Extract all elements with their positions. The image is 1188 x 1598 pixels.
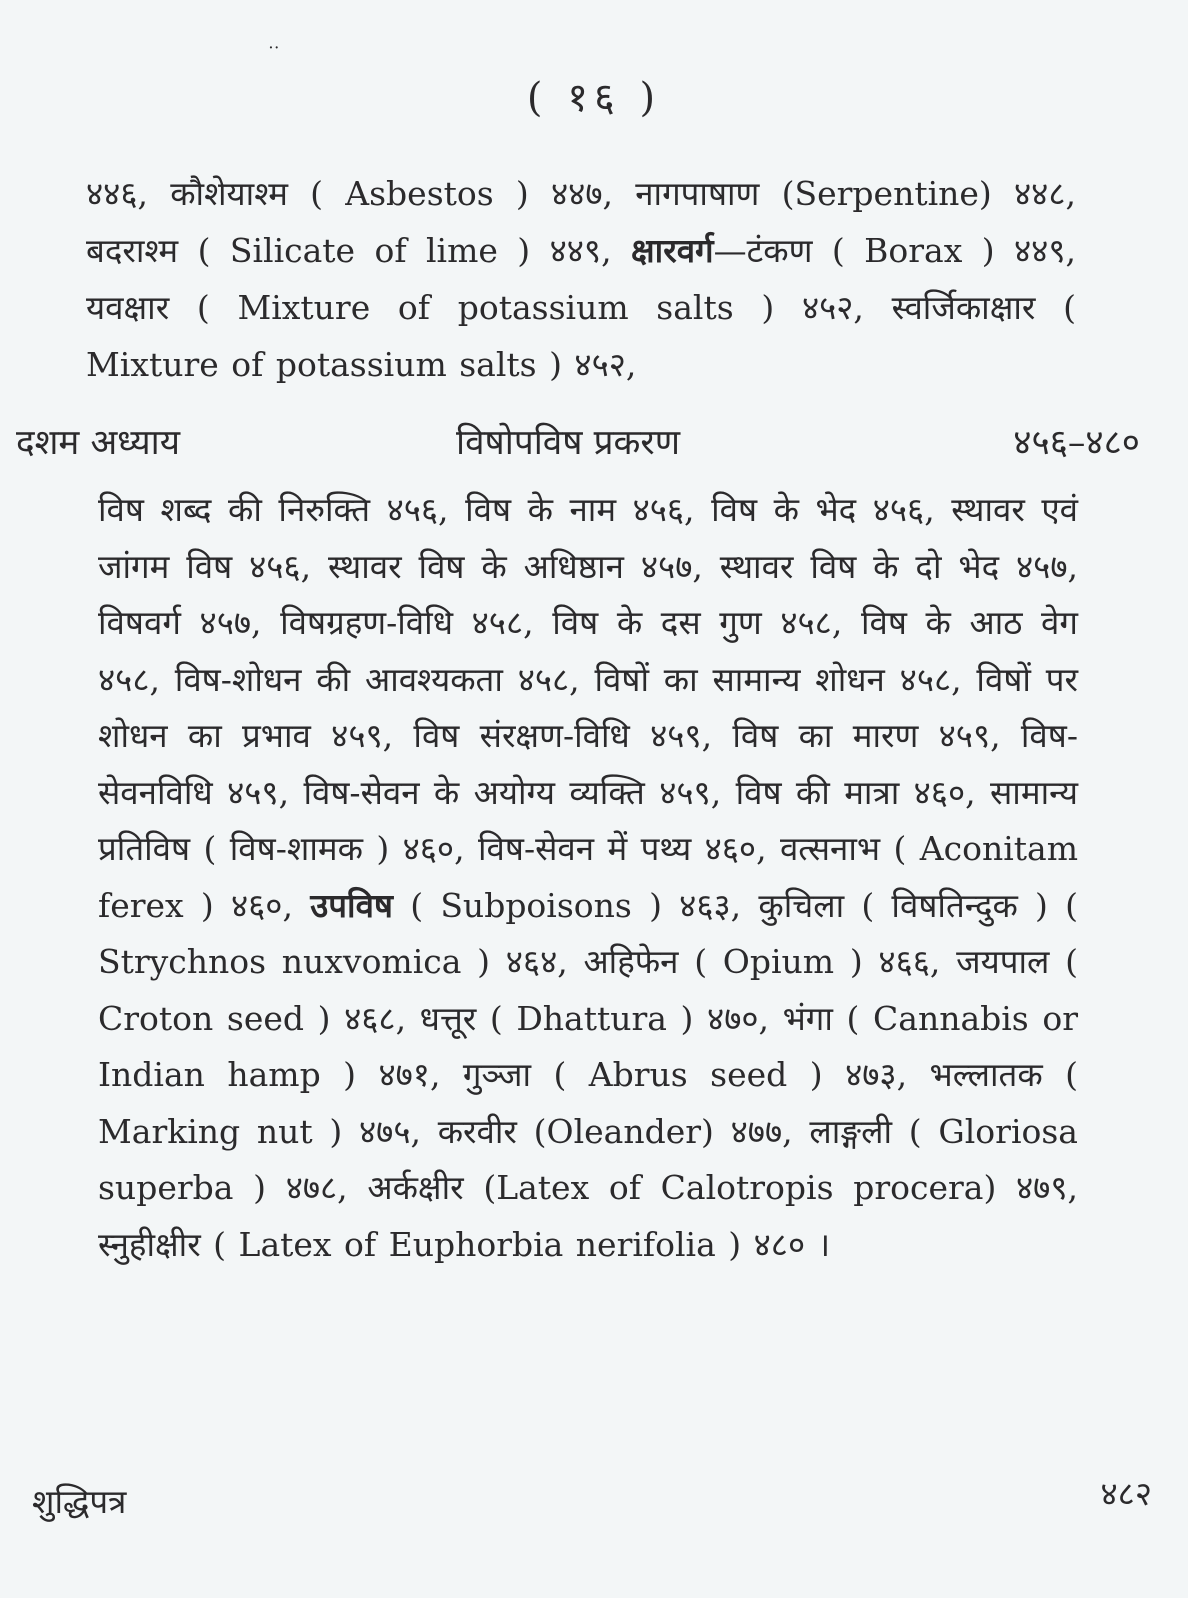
page-number: ( १६ ) <box>526 75 662 121</box>
chapter-heading-row <box>16 418 1140 478</box>
chapter-label: दशम अध्याय <box>16 423 181 463</box>
errata-label: शुद्धिपत्र <box>32 1482 127 1521</box>
section-nine-text-part2: —टंकण ( Borax ) ४४९, यवक्षार ( Mixture of potassium salts ) ४५२, स्वर्जिकाक्षार ( Mixture of potassium salts ) ४५२, <box>86 231 1076 384</box>
upavish-heading: उपविष <box>310 885 393 925</box>
section-nine-tail-paragraph <box>86 165 1076 393</box>
kshar-varga-heading: क्षारवर्ग <box>630 231 714 270</box>
chapter-contents-paragraph <box>98 482 1078 1273</box>
chapter-page-range: ४५६–४८० <box>1013 423 1140 463</box>
print-mark: ॱॱ <box>268 42 280 63</box>
chapter-contents-part2: ( Subpoisons ) ४६३, कुचिला ( विषतिन्दुक ) ( Strychnos nuxvomica ) ४६४, अहिफेन ( Opium ) ४६६, जयपाल ( Croton seed ) ४६८, धत्तूर ( Dhattura ) ४७०, भंगा ( Cannabis or Indian hamp ) ४७१, गुञ्जा ( Abrus seed ) ४७३, भल्लातक ( Marking nut ) ४७५, करवीर (Oleander) ४७७, लाङ्गली ( Gloriosa superba ) ४७८, अर्कक्षीर (Latex of Calotropis procera) ४७९, स्नुहीक्षीर ( Latex of Euphorbia nerifolia ) ४८० । <box>98 885 1079 1264</box>
errata-page-number: ४८२ <box>1100 1474 1152 1513</box>
chapter-title: विषोपविष प्रकरण <box>456 423 680 463</box>
section-nine-text-part1: ४४६, कौशेयाश्म ( Asbestos ) ४४७, नागपाषाण (Serpentine) ४४८, बदराश्म ( Silicate of lime ) ४४९, <box>86 174 1076 270</box>
chapter-contents-part1: विष शब्द की निरुक्ति ४५६, विष के नाम ४५६, विष के भेद ४५६, स्थावर एवं जांगम विष ४५६, स्थावर विष के अधिष्ठान ४५७, स्थावर विष के दो भेद ४५७, विषवर्ग ४५७, विषग्रहण-विधि ४५८, विष के दस गुण ४५८, विष के आठ वेग ४५८, विष-शोधन की आवश्यकता ४५८, विषों का सामान्य शोधन ४५८, विषों पर शोधन का प्रभाव ४५९, विष संरक्षण-विधि ४५९, विष का मारण ४५९, विष-सेवनविधि ४५९, विष-सेवन के अयोग्य व्यक्ति ४५९, विष की मात्रा ४६०, सामान्य प्रतिविष ( विष-शामक ) ४६०, विष-सेवन में पथ्य ४६०, वत्सनाभ ( Aconitam ferex ) ४६०, <box>98 490 1078 925</box>
